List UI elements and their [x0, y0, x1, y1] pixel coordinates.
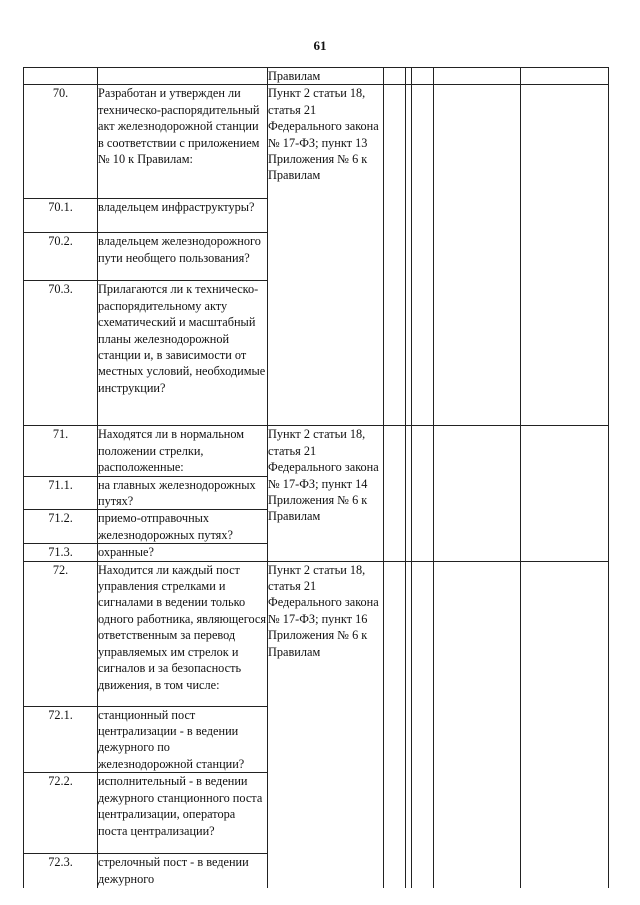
row-number	[24, 68, 98, 85]
row-legal-reference: Пункт 2 статьи 18, статья 21 Федерального закона № 17-ФЗ; пункт 13 Приложения № 6 к Правилам	[268, 85, 384, 426]
row-question: Прилагаются ли к техническо-распорядительному акту схематический и масштабный планы железнодорожной станции и, в зависимости от местных условий, необходимые инструкции?	[98, 281, 268, 426]
row-number: 70.	[24, 85, 98, 199]
answer-yes-cell	[384, 68, 406, 85]
row-number: 72.1.	[24, 706, 98, 773]
row-question: исполнительный - в ведении дежурного станционного поста централизации, оператора поста централизации?	[98, 773, 268, 854]
answer-yes-cell	[384, 85, 406, 426]
row-question: станционный пост централизации - в ведении дежурного по железнодорожной станции?	[98, 706, 268, 773]
table-row	[24, 68, 609, 85]
checklist-table	[23, 67, 609, 888]
answer-extra-cell	[521, 426, 609, 561]
row-number: 70.2.	[24, 233, 98, 281]
answer-yes-cell	[384, 426, 406, 561]
row-number: 71.	[24, 426, 98, 476]
row-question: владельцем железнодорожного пути необщего пользования?	[98, 233, 268, 281]
answer-na-cell	[412, 561, 434, 888]
answer-na-cell	[412, 68, 434, 85]
row-number: 70.1.	[24, 199, 98, 233]
answer-na-cell	[412, 426, 434, 561]
answer-note-cell	[434, 561, 521, 888]
row-question: Разработан и утвержден ли техническо-распорядительный акт железнодорожной станции в соответствии с приложением № 10 к Правилам:	[98, 85, 268, 199]
row-question: Находятся ли в нормальном положении стрелки, расположенные:	[98, 426, 268, 476]
answer-extra-cell	[521, 68, 609, 85]
page-number: 61	[313, 38, 327, 53]
answer-note-cell	[434, 68, 521, 85]
table-row	[24, 561, 609, 706]
row-question: на главных железнодорожных путях?	[98, 476, 268, 510]
answer-yes-cell	[384, 561, 406, 888]
table-row	[24, 426, 609, 476]
row-question: охранные?	[98, 544, 268, 561]
row-legal-reference: Пункт 2 статьи 18, статья 21 Федерального закона № 17-ФЗ; пункт 16 Приложения № 6 к Правилам	[268, 561, 384, 888]
answer-note-cell	[434, 426, 521, 561]
row-number: 70.3.	[24, 281, 98, 426]
answer-extra-cell	[521, 85, 609, 426]
answer-na-cell	[412, 85, 434, 426]
answer-extra-cell	[521, 561, 609, 888]
row-number: 72.2.	[24, 773, 98, 854]
row-number: 72.3.	[24, 854, 98, 888]
row-question: стрелочный пост - в ведении дежурного	[98, 854, 268, 888]
row-question: приемо-отправочных железнодорожных путях?	[98, 510, 268, 544]
row-number: 71.3.	[24, 544, 98, 561]
row-question: Находится ли каждый пост управления стрелками и сигналами в ведении только одного работника, являющегося ответственным за перевод управляемых им стрелок и сигналов и за безопасность движения, в том числе:	[98, 561, 268, 706]
row-number: 71.2.	[24, 510, 98, 544]
answer-note-cell	[434, 85, 521, 426]
table-row	[24, 85, 609, 199]
row-question	[98, 68, 268, 85]
row-legal-reference: Пункт 2 статьи 18, статья 21 Федерального закона № 17-ФЗ; пункт 14 Приложения № 6 к Правилам	[268, 426, 384, 561]
row-question: владельцем инфраструктуры?	[98, 199, 268, 233]
row-number: 71.1.	[24, 476, 98, 510]
row-legal-reference: Правилам	[268, 68, 384, 85]
row-number: 72.	[24, 561, 98, 706]
